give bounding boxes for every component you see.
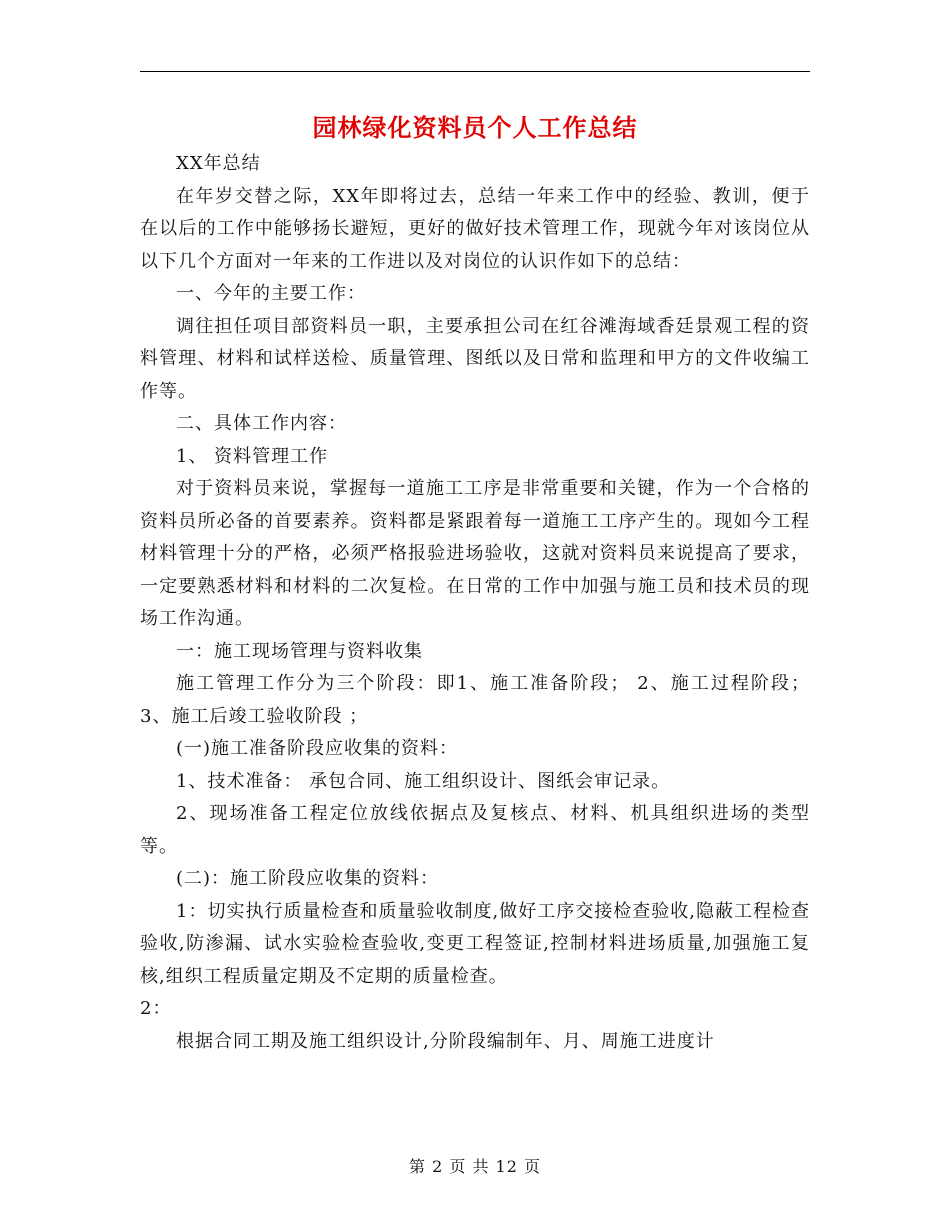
paragraph: 施工管理工作分为三个阶段：即1、施工准备阶段； 2、施工过程阶段； 3、施工后竣工验收阶段 ； — [140, 673, 810, 727]
paragraph: 1：切实执行质量检查和质量验收制度,做好工序交接检查验收,隐蔽工程检查验收,防渗漏、试水实验检查验收,变更工程签证,控制材料进场质量,加强施工复核,组织工程质量定期及不定期的质量检查。 — [140, 900, 810, 987]
paragraph: 调往担任项目部资料员一职，主要承担公司在红谷滩海域香廷景观工程的资料管理、材料和试样送检、质量管理、图纸以及日常和监理和甲方的文件收编工作等。 — [140, 315, 810, 402]
paragraph: 1、技术准备： 承包合同、施工组织设计、图纸会审记录。 — [176, 770, 671, 792]
paragraph: 在年岁交替之际，XX年即将过去，总结一年来工作中的经验、教训，便于在以后的工作中能够扬长避短，更好的做好技术管理工作，现就今年对该岗位从以下几个方面对一年来的工作进以及对岗位的认识作如下的总结： — [140, 185, 810, 272]
header-rule — [140, 71, 810, 72]
paragraph: (二)：施工阶段应收集的资料： — [176, 868, 440, 889]
paragraph: XX年总结 — [176, 153, 261, 174]
page-footer: 第 2 页 共 12 页 — [409, 1157, 541, 1176]
document-title: 园林绿化资料员个人工作总结 — [312, 113, 638, 142]
paragraph: (一)施工准备阶段应收集的资料： — [176, 738, 459, 759]
document-body — [140, 148, 810, 1058]
paragraph: 2、现场准备工程定位放线依据点及复核点、材料、机具组织进场的类型等。 — [140, 803, 810, 857]
paragraph: 一、今年的主要工作： — [176, 283, 366, 304]
paragraph: 根据合同工期及施工组织设计,分阶段编制年、月、周施工进度计 — [176, 1030, 715, 1052]
paragraph: 2： — [140, 998, 172, 1019]
paragraph: 一：施工现场管理与资料收集 — [176, 640, 423, 662]
paragraph: 二、具体工作内容： — [176, 413, 347, 434]
paragraph: 1、 资料管理工作 — [176, 445, 329, 467]
paragraph: 对于资料员来说，掌握每一道施工工序是非常重要和关键，作为一个合格的资料员所必备的首要素养。资料都是紧跟着每一道施工工序产生的。现如今工程材料管理十分的严格，必须严格报验进场验收，这就对资料员来说提高了要求，一定要熟悉材料和材料的二次复检。在日常的工作中加强与施工员和技术员的现场工作沟通。 — [140, 478, 810, 629]
